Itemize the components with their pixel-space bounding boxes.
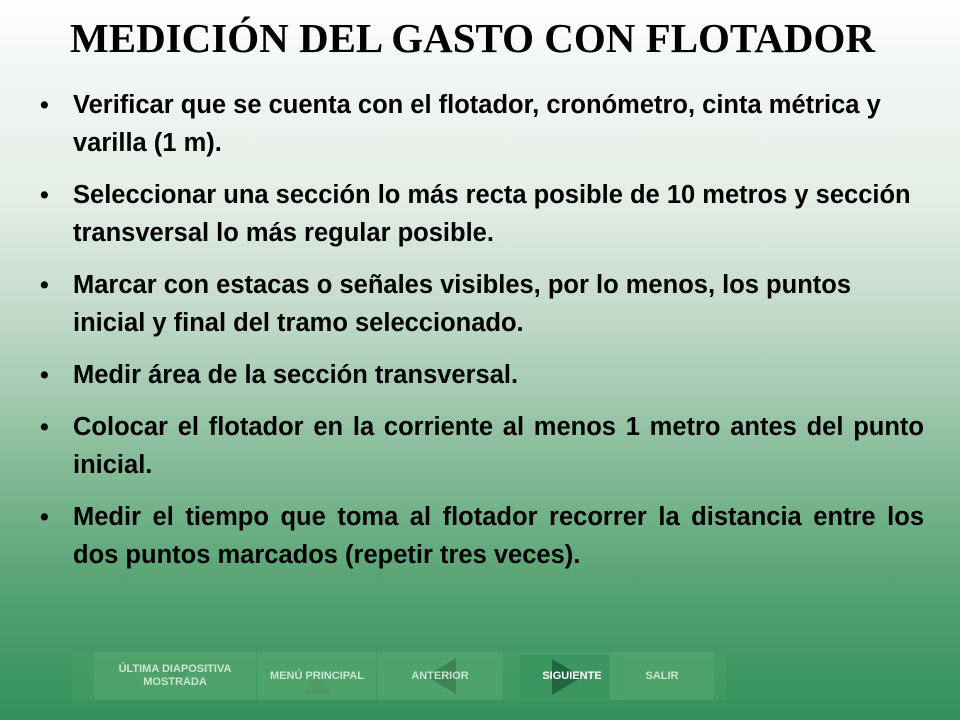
bullet-text: Verificar que se cuenta con el flotador, cronómetro, cinta métrica y varilla (1 m). (73, 91, 881, 157)
bullet-text: Marcar con estacas o señales visibles, por lo menos, los puntos inicial y final del tramo seleccionado. (73, 271, 852, 337)
bullet-item (38, 176, 924, 252)
last-slide-label: ÚLTIMA DIAPOSITIVA MOSTRADA (118, 663, 232, 688)
bullet-marker: • (40, 361, 49, 389)
bullet-item (38, 86, 924, 162)
bullet-item (38, 498, 924, 574)
next-button[interactable] (520, 655, 624, 697)
bullet-text: Medir área de la sección transversal. (73, 361, 519, 389)
main-menu-button[interactable] (258, 652, 376, 700)
previous-button[interactable] (378, 652, 502, 700)
bullet-marker: • (40, 181, 49, 209)
exit-label: SALIR (645, 669, 679, 682)
previous-label: ANTERIOR (411, 669, 469, 682)
navigation-bar (72, 652, 726, 700)
slide-title: MEDICIÓN DEL GASTO CON FLOTADOR (70, 15, 875, 61)
bullet-marker: • (40, 503, 49, 531)
bullet-marker: • (40, 91, 49, 119)
last-slide-button[interactable] (94, 652, 256, 700)
bullet-item (38, 408, 924, 484)
bullet-text: Seleccionar una sección lo más recta posible de 10 metros y sección transversal lo más regular posible. (73, 181, 911, 247)
bullet-marker: • (40, 271, 49, 299)
next-label: SIGUIENTE (542, 669, 602, 682)
exit-button[interactable] (610, 652, 714, 700)
bullet-item (38, 356, 924, 394)
main-menu-label: MENÚ PRINCIPAL (270, 669, 364, 682)
bullet-marker: • (40, 413, 49, 441)
bullet-list (38, 86, 924, 588)
bullet-text: Medir el tiempo que toma al flotador recorrer la distancia entre los dos puntos marcados (repetir tres veces). (73, 503, 924, 569)
bullet-text: Colocar el flotador en la corriente al menos 1 metro antes del punto inicial. (73, 413, 924, 479)
bullet-item (38, 266, 924, 342)
